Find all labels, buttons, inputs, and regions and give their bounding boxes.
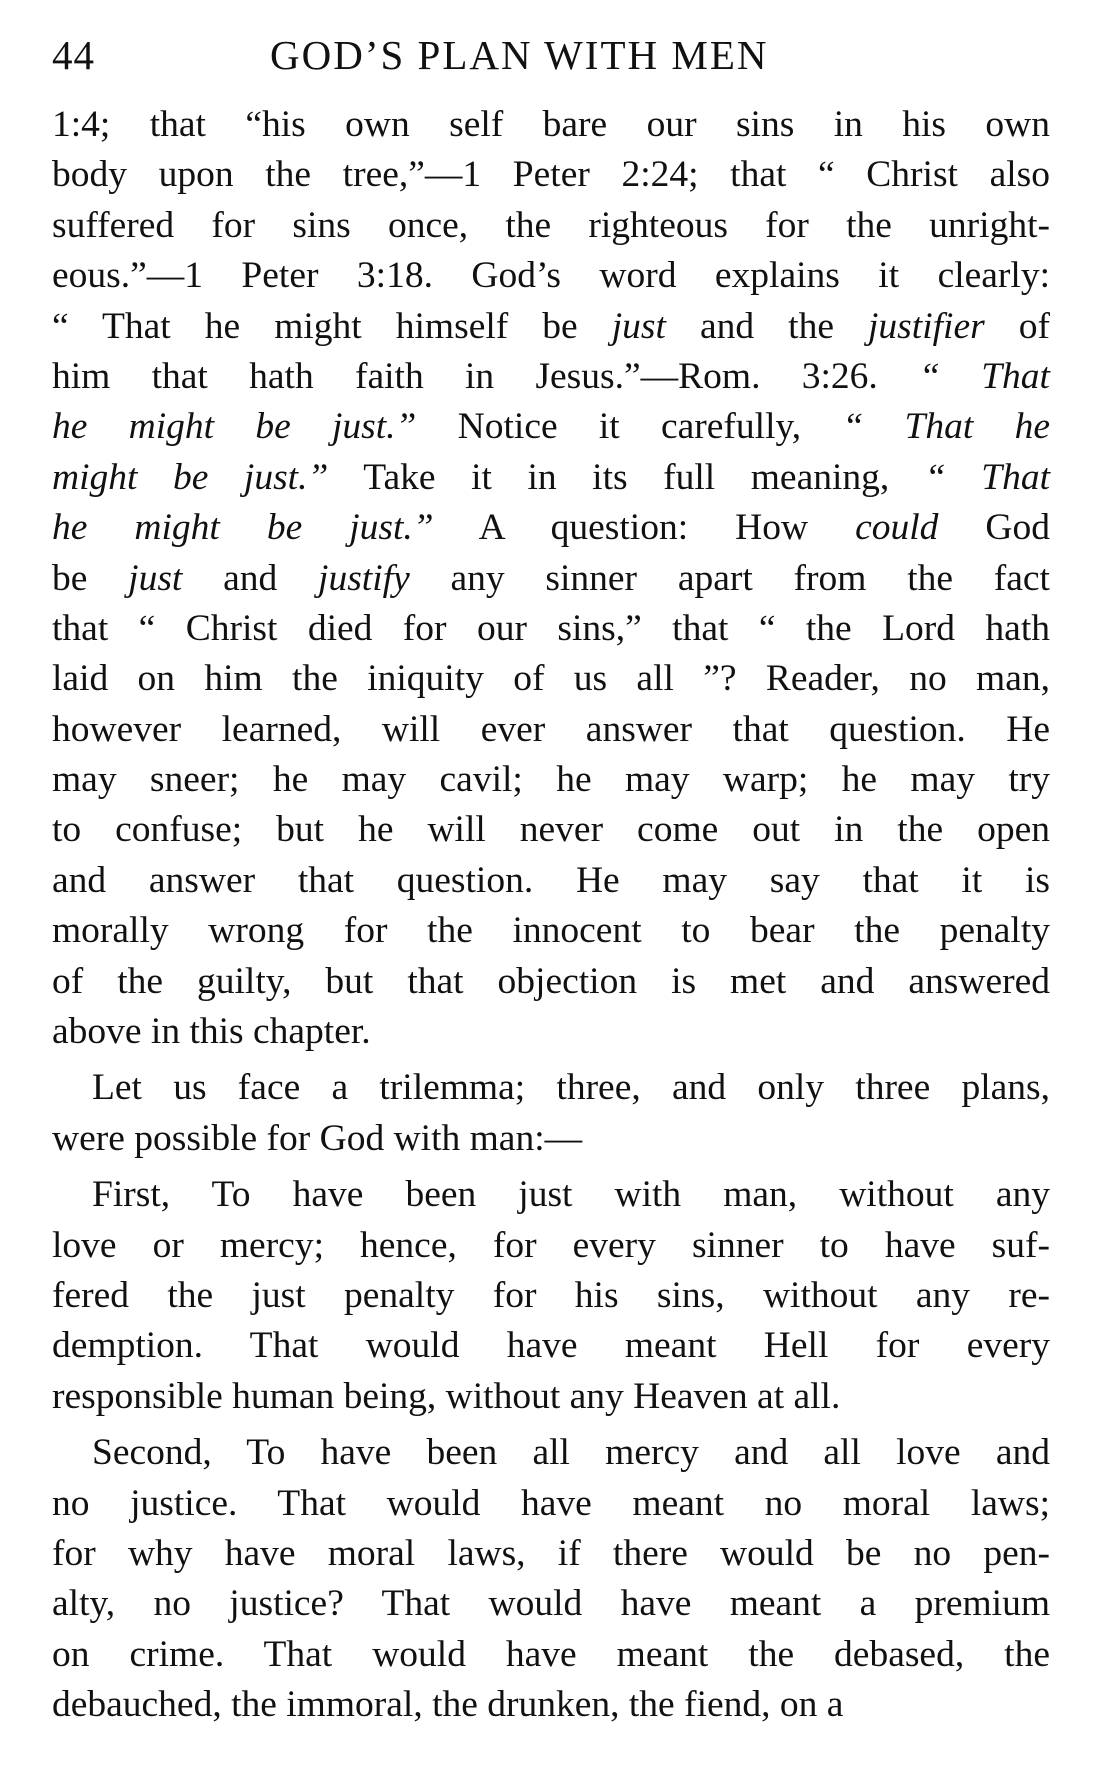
text-line [52,453,1050,503]
text-line [52,1007,1050,1057]
text-line [52,1221,1050,1271]
italic-text: “ That [924,456,1050,498]
paragraph [52,100,1050,1057]
text-line [52,1428,1050,1478]
book-page [52,30,1050,1731]
italic-text: “ That he [842,406,1050,448]
italic-text: might be just.” [52,456,329,498]
paragraph [52,1428,1050,1730]
body-text [52,100,1050,1731]
text-line [52,554,1050,604]
text-line [52,1680,1050,1730]
text-run: demption. That would have meant Hell for every [52,1325,1050,1367]
text-run: Notice it carefully, [416,406,843,448]
text-run: to confuse; but he will never come out in the open [52,809,1050,851]
text-line [52,705,1050,755]
text-line [52,1529,1050,1579]
text-run: suffered for sins once, the righteous for the unright- [52,204,1050,246]
italic-text: he might be just.” [52,406,417,448]
text-line [52,150,1050,200]
text-run: may sneer; he may cavil; he may warp; he may try [52,759,1050,801]
running-head [52,30,1050,100]
text-run: 1:4; that “his own self bare our sins in his own [52,104,1050,145]
text-line [52,352,1050,402]
text-line [52,1630,1050,1680]
text-line [52,1063,1050,1113]
text-run: be [52,557,129,599]
text-line [52,1114,1050,1164]
text-run: above in this chapter. [52,1011,371,1053]
italic-text: justifier [868,305,985,347]
text-run: First, To have been just with man, without any [92,1174,1050,1216]
text-run: of the guilty, but that objection is met and answered [52,960,1050,1002]
italic-text: just [128,557,183,599]
text-run: fered the just penalty for his sins, without any re- [52,1274,1050,1316]
text-run: and answer that question. He may say that it is [52,859,1050,901]
text-line [52,755,1050,805]
paragraph [52,1063,1050,1164]
text-line [52,201,1050,251]
text-line [52,654,1050,704]
text-line [52,906,1050,956]
text-line [52,856,1050,906]
text-line [52,1479,1050,1529]
text-run: Second, To have been all mercy and all love and [92,1432,1050,1474]
text-line [52,1321,1050,1371]
text-run: A question: How [433,507,856,549]
text-run: eous.”—1 Peter 3:18. God’s word explains it clearly: [52,255,1050,297]
italic-text: “ That [919,355,1050,397]
text-run: and the [665,305,869,347]
text-run: love or mercy; hence, for every sinner to have suf- [52,1224,1050,1266]
text-line [52,957,1050,1007]
text-run: were possible for God with man:— [52,1117,583,1159]
text-run: laid on him the iniquity of us all ”? Reader, no man, [52,658,1050,700]
text-line [52,1372,1050,1422]
text-run: however learned, will ever answer that question. He [52,708,1050,750]
text-line [52,251,1050,301]
text-line [52,1170,1050,1220]
text-run: debauched, the immoral, the drunken, the fiend, on a [52,1684,844,1726]
text-run: of [984,305,1050,347]
text-run: him that hath faith in Jesus.”—Rom. 3:26. [52,355,920,397]
running-title: GOD’S PLAN WITH MEN [270,32,769,78]
text-run: on crime. That would have meant the debased, the [52,1633,1050,1675]
text-run: body upon the tree,”—1 Peter 2:24; that “ Christ also [52,154,1050,196]
text-line [52,100,1050,150]
text-line [52,805,1050,855]
text-run: and [182,557,319,599]
text-line [52,1579,1050,1629]
italic-text: he might be just.” [52,507,434,549]
text-run: that “ Christ died for our sins,” that “ the Lord hath [52,607,1050,649]
text-run: for why have moral laws, if there would be no pen- [52,1532,1050,1574]
text-line [52,604,1050,654]
text-line [52,402,1050,452]
text-run: morally wrong for the innocent to bear the penalty [52,910,1050,952]
text-run: God [938,507,1050,549]
text-run: alty, no justice? That would have meant a premium [52,1583,1050,1625]
italic-text: could [855,507,939,549]
italic-text: just [611,305,666,347]
text-run: responsible human being, without any Heaven at all. [52,1375,841,1417]
text-run: Let us face a trilemma; three, and only three plans, [92,1067,1050,1109]
italic-text: justify [318,557,410,599]
text-run: no justice. That would have meant no moral laws; [52,1482,1050,1524]
text-line [52,503,1050,553]
text-line [52,302,1050,352]
text-run: “ That he might himself be [52,305,612,347]
text-run: Take it in its full meaning, [328,456,925,498]
page-number: 44 [52,32,95,78]
text-run: any sinner apart from the fact [409,557,1050,599]
text-line [52,1271,1050,1321]
paragraph [52,1170,1050,1422]
